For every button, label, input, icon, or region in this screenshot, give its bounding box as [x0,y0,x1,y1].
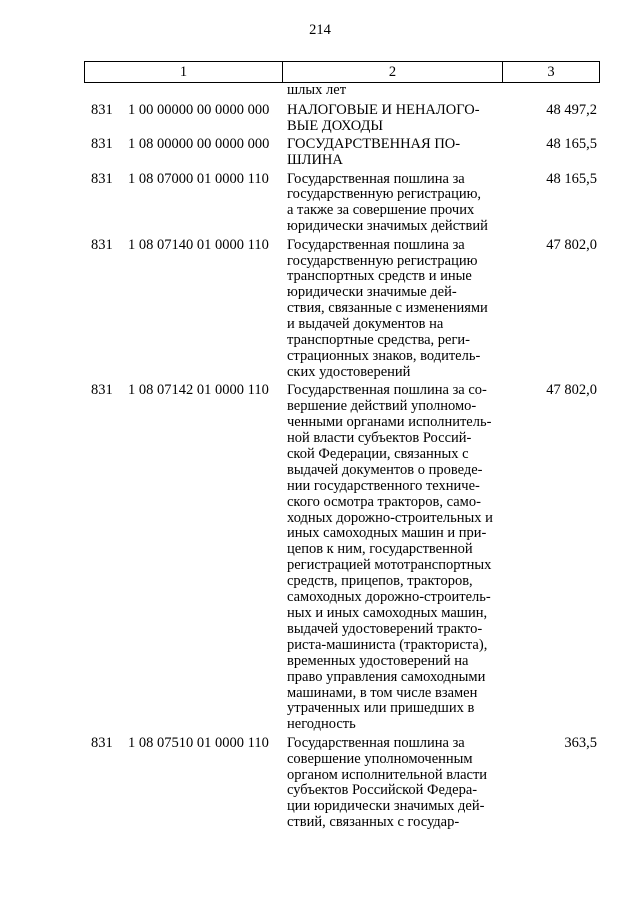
admin-code: 831 [91,170,113,187]
table-row [0,103,640,135]
admin-code: 831 [91,136,113,153]
revenue-name: ГОСУДАРСТВЕННАЯ ПО- ШЛИНА [287,136,461,169]
column-header-1: 1 [85,62,283,82]
table-body [0,83,640,834]
table-row [0,172,640,236]
revenue-name: Государственная пошлина за государственную регистрацию транспортных средств и иные юридически значимые дей- ствия, связанные с изменениями и выдачей документов на транспортные средства, реги- страционных знаков, водитель- ских удостоверений [287,236,488,380]
budget-classification-code: 1 08 07142 01 0000 110 [128,382,269,399]
admin-code: 831 [91,382,113,399]
column-header-3: 3 [547,63,555,80]
budget-classification-code: 1 08 00000 00 0000 000 [128,136,270,153]
amount: 363,5 [564,734,597,751]
continuation-text: шлых лет [287,82,347,98]
budget-classification-code: 1 00 00000 00 0000 000 [128,101,270,118]
table-header [84,61,600,83]
table-row [0,238,640,381]
continuation-row [0,83,640,99]
page-number: 214 [309,22,331,38]
amount: 48 165,5 [546,170,597,187]
admin-code: 831 [91,734,113,751]
amount: 47 802,0 [546,382,597,399]
revenue-name: Государственная пошлина за государственную регистрацию, а также за совершение прочих юридически значимых действий [287,170,488,235]
table-row [0,736,640,831]
revenue-name: Государственная пошлина за со- вершение действий уполномо- ченными органами исполнитель- ной власти субъектов Россий- ской Федерации, связанных с выдачей документов о проведе- нии государственного техниче- ского осмотра тракторов, само- ходных дорожно-строительных и иных самоходных машин и при- цепов к ним, государственной регистрацией мототранспортных средств, прицепов, тракторов, самоходных дорожно-строитель- ных и иных самоходных машин, выдачей удостоверений тракто- риста-машиниста (тракториста), временных удостоверений на право управления самоходными машинами, в том числе взамен утраченных или пришедших в негодность [287,382,493,733]
table-row [0,137,640,169]
admin-code: 831 [91,236,113,253]
revenue-name: НАЛОГОВЫЕ И НЕНАЛОГО- ВЫЕ ДОХОДЫ [287,101,480,134]
budget-classification-code: 1 08 07140 01 0000 110 [128,236,269,253]
budget-classification-code: 1 08 07000 01 0000 110 [128,170,269,187]
admin-code: 831 [91,101,113,118]
column-header-2: 2 [283,62,503,82]
budget-classification-code: 1 08 07510 01 0000 110 [128,734,269,751]
revenue-name: Государственная пошлина за совершение уполномоченным органом исполнительной власти субъектов Российской Федера- ции юридически значимых дей- ствий, связанных с государ- [287,734,488,831]
amount: 47 802,0 [546,236,597,253]
amount: 48 497,2 [546,101,597,118]
table-row [0,383,640,733]
amount: 48 165,5 [546,136,597,153]
